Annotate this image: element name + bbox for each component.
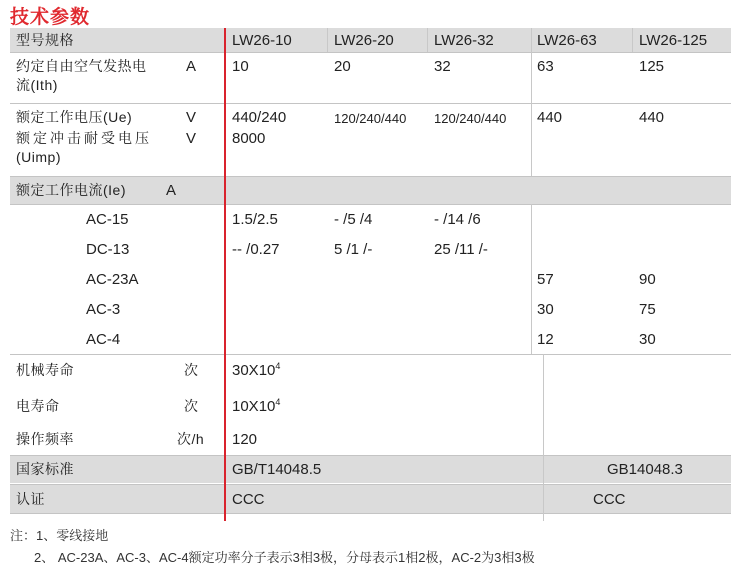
model-lw26-63: LW26-63 <box>537 32 597 49</box>
elec-life-value <box>232 398 280 415</box>
ac3-value: 30 <box>537 301 554 318</box>
ac4-label: AC-4 <box>86 331 121 348</box>
ith-value: 63 <box>537 58 554 75</box>
ac23a-label: AC-23A <box>86 271 139 288</box>
elec-life-label: 电寿命 <box>16 398 60 414</box>
mech-life-label: 机械寿命 <box>16 362 74 378</box>
column-divider <box>327 28 328 52</box>
uimp-label-line1: 额定冲击耐受电压 <box>16 130 152 146</box>
ie-unit: A <box>166 182 177 199</box>
ith-unit: A <box>186 58 197 75</box>
dc13-value: 25 /11 /- <box>434 241 488 258</box>
header-label: 型号规格 <box>16 32 74 48</box>
row-divider <box>10 484 731 485</box>
column-divider <box>531 204 532 354</box>
ac15-value: - /14 /6 <box>434 211 481 228</box>
notes <box>10 525 535 569</box>
ue-value: 120/240/440 <box>434 111 507 126</box>
elec-life-unit: 次 <box>184 398 199 414</box>
ac4-value: 30 <box>639 331 656 348</box>
ue-value: 120/240/440 <box>334 111 407 126</box>
note-2: 2、 AC-23A、AC-3、AC-4额定功率分子表示3相3极，分母表示1相2极，AC-2为3相3极 <box>34 550 535 565</box>
dc13-label: DC-13 <box>86 241 130 258</box>
model-lw26-10: LW26-10 <box>232 32 292 49</box>
row-divider <box>10 455 731 456</box>
mech-life-unit: 次 <box>184 362 199 378</box>
column-divider <box>427 28 428 52</box>
cert-value: CCC <box>232 491 265 508</box>
elec-life-exp: 4 <box>275 397 281 407</box>
standard-value: GB/T14048.5 <box>232 461 322 478</box>
cert-value: CCC <box>593 491 626 508</box>
ue-value: 440 <box>639 109 665 126</box>
label-value-divider <box>224 28 226 521</box>
mech-life-base: 30X10 <box>232 362 276 379</box>
ac15-value: - /5 /4 <box>334 211 373 228</box>
model-lw26-125: LW26-125 <box>639 32 708 49</box>
column-divider <box>543 354 544 521</box>
ue-label: 额定工作电压(Ue) <box>16 109 133 125</box>
uimp-unit: V <box>186 130 197 147</box>
ac23a-value: 57 <box>537 271 554 288</box>
standard-label: 国家标准 <box>16 461 74 477</box>
ue-value: 440/240 <box>232 109 287 126</box>
row-divider <box>10 176 731 177</box>
ith-label-line2: 流(Ith) <box>16 77 58 93</box>
ac15-value: 1.5/2.5 <box>232 211 278 228</box>
ac3-value: 75 <box>639 301 656 318</box>
row-divider <box>10 52 731 53</box>
mech-life-exp: 4 <box>275 361 281 371</box>
ac4-value: 12 <box>537 331 554 348</box>
page-title: 技术参数 <box>10 7 91 28</box>
ue-unit: V <box>186 109 197 126</box>
uimp-label <box>16 129 152 167</box>
ac3-label: AC-3 <box>86 301 121 318</box>
op-freq-unit: 次/h <box>177 431 205 447</box>
column-divider <box>531 28 532 176</box>
model-lw26-20: LW26-20 <box>334 32 394 49</box>
uimp-label-line2: (Uimp) <box>16 149 61 165</box>
ith-value: 125 <box>639 58 665 75</box>
ie-label: 额定工作电流(Ie) <box>16 182 126 198</box>
row-divider <box>10 513 731 514</box>
standard-value: GB14048.3 <box>607 461 683 478</box>
ac15-label: AC-15 <box>86 211 129 228</box>
dc13-value: -- /0.27 <box>232 241 280 258</box>
elec-life-base: 10X10 <box>232 398 276 415</box>
model-lw26-32: LW26-32 <box>434 32 494 49</box>
uimp-value: 8000 <box>232 130 266 147</box>
dc13-value: 5 /1 /- <box>334 241 373 258</box>
ith-label-line1: 约定自由空气发热电 <box>16 58 147 74</box>
row-divider <box>10 354 731 355</box>
row-divider <box>10 103 731 104</box>
op-freq-value: 120 <box>232 431 258 448</box>
ith-label <box>16 57 147 95</box>
cert-label: 认证 <box>16 491 45 507</box>
ith-value: 20 <box>334 58 351 75</box>
ith-value: 32 <box>434 58 451 75</box>
row-divider <box>10 204 731 205</box>
mech-life-value <box>232 362 280 379</box>
ac23a-value: 90 <box>639 271 656 288</box>
note-1: 注：1、零线接地 <box>10 528 109 543</box>
ue-value: 440 <box>537 109 563 126</box>
ith-value: 10 <box>232 58 249 75</box>
op-freq-label: 操作频率 <box>16 431 74 447</box>
spec-table <box>10 28 731 521</box>
column-divider <box>632 28 633 52</box>
